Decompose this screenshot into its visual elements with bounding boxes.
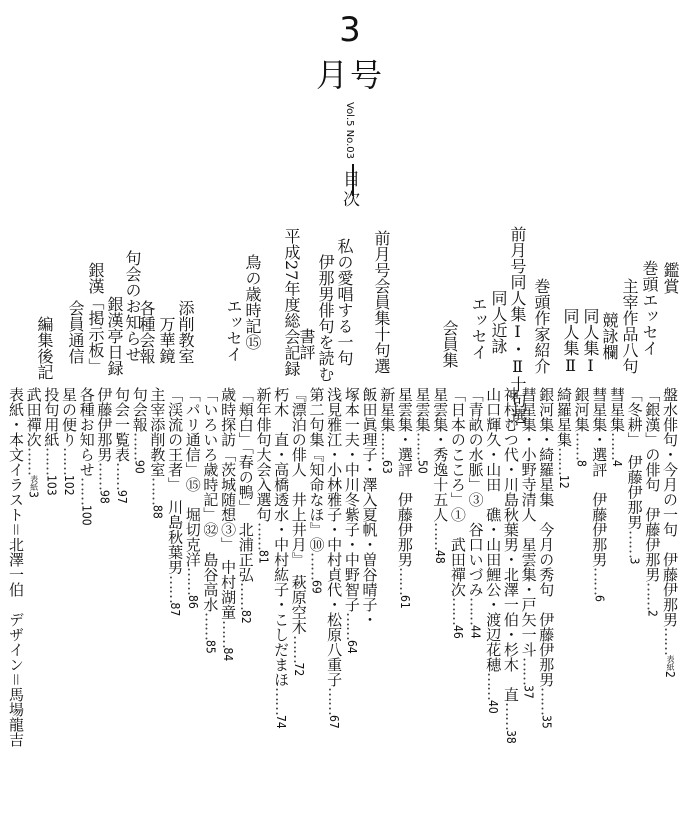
page-number: 100 xyxy=(79,505,94,526)
page-number: 97 xyxy=(115,490,130,504)
page-number: 88 xyxy=(150,505,165,519)
entry-text: 綺羅星集 xyxy=(554,387,573,447)
leader-dots: …… xyxy=(413,432,432,460)
page-number: 103 xyxy=(44,475,59,496)
page-number: 48 xyxy=(433,550,448,564)
leader-dots: …… xyxy=(254,522,273,550)
leader-dots: …… xyxy=(378,432,397,460)
contents-entry xyxy=(590,387,609,602)
page-number: 44 xyxy=(468,625,483,639)
entry-text: 浅見雅江・小林雅子・中村貞代・松原八重子 xyxy=(325,387,344,687)
contents-entry xyxy=(166,387,185,617)
section-heading: 句会のお知らせ xyxy=(123,250,142,362)
entry-text: 「いろいろ歳時記」㉜ 島谷高水 xyxy=(201,387,220,612)
entry-text: 伊藤伊那男 xyxy=(95,387,114,462)
leader-dots: …… xyxy=(95,462,114,490)
leader-dots: …… xyxy=(77,477,96,505)
contents-entry xyxy=(42,387,61,496)
page-number: 61 xyxy=(397,595,412,609)
contents-entry xyxy=(325,387,344,729)
contents-entry xyxy=(79,387,94,526)
leader-dots: …… xyxy=(113,462,132,490)
contents-entry xyxy=(574,387,589,467)
page-number: 12 xyxy=(556,475,571,489)
entry-text: 山口輝久・山田 礁・山田鯉公・渡辺花穂 xyxy=(484,387,503,672)
volume-label: Vol.5 No.03 xyxy=(344,102,355,160)
entry-text: 塚本一夫・中川冬紫子・中野智子 xyxy=(342,387,361,612)
entry-text: 主宰添削教室 xyxy=(148,387,167,477)
entry-text: 「銀漢」の俳句 伊藤伊那男 xyxy=(643,387,662,582)
contents-entry xyxy=(272,387,291,729)
entry-text: 彗星集 xyxy=(607,387,626,432)
page-number: 35 xyxy=(539,715,554,729)
issue-title: 月号 xyxy=(315,56,384,94)
section-heading: エッセイ xyxy=(224,298,243,362)
section-heading: 鑑賞 xyxy=(661,262,680,294)
page-number: 64 xyxy=(344,640,359,654)
page-number: 表紙 xyxy=(666,655,675,671)
section-heading: エッセイ xyxy=(469,296,488,360)
section-heading: 平成27年度総会記録 xyxy=(282,228,301,377)
leader-dots: …… xyxy=(466,597,485,625)
contents-entry xyxy=(113,387,132,504)
contents-entry xyxy=(378,387,397,474)
page-number: 4 xyxy=(609,460,624,467)
leader-dots: …… xyxy=(24,447,43,475)
section-heading: 銀漢「掲示板」 xyxy=(86,262,105,374)
entry-text: 「渓流の王者」 川島秋葉男 xyxy=(166,387,185,575)
leader-dots: …… xyxy=(643,582,662,610)
section-heading: 会員通信 xyxy=(66,300,85,364)
section-heading: 各種会報 xyxy=(137,300,156,364)
contents-entry xyxy=(254,387,273,564)
leader-dots: …… xyxy=(448,597,467,625)
entry-text: 第二句集『知命なほ』⑩ xyxy=(307,387,326,552)
section-heading: 万華鏡 xyxy=(157,316,176,364)
leader-dots: …… xyxy=(148,477,167,505)
entry-text: 新星集 xyxy=(378,387,397,432)
page-number: 82 xyxy=(238,610,253,624)
section-heading: 銀漢亭日録 xyxy=(105,296,124,376)
entry-text: 盤水俳句・今月の一句 伊藤伊那男 xyxy=(661,387,679,627)
page-number: 72 xyxy=(291,662,306,677)
page-number: 3 xyxy=(26,491,41,498)
page-number: 98 xyxy=(97,490,112,504)
leader-dots: …… xyxy=(201,612,220,640)
entry-text: 武田禪次 xyxy=(24,387,43,447)
section-heading: 書評 xyxy=(297,328,316,360)
section-heading: 巻頭エッセイ xyxy=(640,260,659,356)
leader-dots: …… xyxy=(661,627,679,655)
leader-dots: …… xyxy=(307,552,326,580)
section-heading: 主宰作品八句 xyxy=(620,278,639,374)
leader-dots: …… xyxy=(236,582,255,610)
entry-text: 歳時探訪「茨城随想③」 中村湖童 xyxy=(219,387,238,620)
contents-entry xyxy=(643,387,662,617)
leader-dots: …… xyxy=(289,634,308,663)
contents-entry xyxy=(662,387,677,678)
page-number: 6 xyxy=(592,595,607,602)
leader-dots: …… xyxy=(431,522,450,550)
leader-dots: …… xyxy=(572,432,591,460)
section-heading: 私の愛唱する一句 xyxy=(335,238,354,366)
entry-text: 新年俳句大会入選句 xyxy=(254,387,273,522)
contents-entry xyxy=(219,387,238,662)
contents-entry xyxy=(397,387,412,609)
leader-dots: …… xyxy=(183,567,202,595)
leader-dots: …… xyxy=(484,672,503,700)
leader-dots: …… xyxy=(42,447,61,475)
page-number: 67 xyxy=(327,715,342,729)
section-heading: 編集後記 xyxy=(35,316,54,380)
contents-entry xyxy=(431,387,450,564)
entry-text: 星雲集・秀逸十五人 xyxy=(431,387,450,522)
section-heading: 前月号同人集Ⅰ・Ⅱ十句選 xyxy=(508,226,527,424)
section-heading: 前月号会員集十句選 xyxy=(372,230,391,374)
section-heading: 同人集Ⅰ xyxy=(581,308,600,375)
contents-entry xyxy=(609,387,624,467)
entry-text: 表紙・本文イラスト＝北澤一伯 デザイン＝馬場龍吉 xyxy=(7,387,25,748)
contents-entry xyxy=(95,387,114,504)
entry-text: 『漂泊の俳人 井上井月』 萩原空木 xyxy=(289,387,308,635)
page-number: 表紙 xyxy=(29,475,39,491)
page-number: 37 xyxy=(521,685,536,699)
entry-text: 「頬白」「春の鴨」 北浦正弘 xyxy=(236,387,255,582)
section-heading: 会員集 xyxy=(440,320,459,368)
page-number: 2 xyxy=(645,610,660,617)
leader-dots: …… xyxy=(60,447,79,475)
entry-text: 星の便り xyxy=(60,387,79,447)
page-number: 40 xyxy=(486,700,501,714)
contents-entry xyxy=(503,387,518,744)
leader-dots: …… xyxy=(130,432,149,460)
leader-dots: …… xyxy=(272,687,291,715)
section-heading: 競詠欄 xyxy=(600,312,619,360)
page-number: 87 xyxy=(168,602,183,617)
contents-entry xyxy=(185,387,200,609)
page-number: 8 xyxy=(574,460,589,467)
contents-entry xyxy=(537,387,556,729)
entry-text: 「冬耕」 伊藤伊那男 xyxy=(625,387,644,530)
leader-dots: …… xyxy=(554,447,573,475)
section-heading: 鳥の歳時記⑮ xyxy=(243,254,262,350)
page-number: 63 xyxy=(380,460,395,474)
page-number: 74 xyxy=(274,715,289,729)
entry-text: 「日本のこころ」① 武田禪次 xyxy=(448,387,467,597)
page-number: 90 xyxy=(132,460,147,474)
page-number: 3 xyxy=(627,557,642,565)
contents-entry xyxy=(415,387,430,474)
leader-dots: …… xyxy=(519,657,538,685)
contents-entry xyxy=(362,387,377,627)
leader-dots: …… xyxy=(325,687,344,715)
contents-entry xyxy=(627,387,642,564)
contents-entry xyxy=(556,387,571,489)
leader-dots: …… xyxy=(590,567,609,595)
leader-dots: …… xyxy=(625,529,644,558)
entry-text: 彗星集・選評 伊藤伊那男 xyxy=(590,387,609,567)
page-number: 84 xyxy=(221,647,236,662)
entry-text: 朽木 直・高橋透水・中村紘子・こしだまほ xyxy=(272,387,291,687)
section-heading: 同人近詠 xyxy=(489,290,508,354)
entry-text: 星雲集 xyxy=(413,387,432,432)
leader-dots: …… xyxy=(395,567,414,595)
contents-entry xyxy=(521,387,536,699)
entry-text: 彗星集・小野寺清人 星雲集・戸矢一斗 xyxy=(519,387,538,657)
entry-text: 神村むつ代・川島秋葉男・北澤一伯・杉木 直 xyxy=(501,387,520,702)
leader-dots: …… xyxy=(607,432,626,460)
page-number: 81 xyxy=(256,550,271,564)
contents-entry xyxy=(60,387,79,496)
page-number: 38 xyxy=(503,730,518,744)
entry-text: 飯田眞理子・澤入夏帆・曽谷晴子・ xyxy=(360,387,379,627)
entry-text: 各種お知らせ xyxy=(77,387,96,477)
entry-text: 句会報 xyxy=(130,387,149,432)
page-number: 86 xyxy=(185,595,200,609)
entry-text: 銀河集・綺羅星集 今月の秀句 伊藤伊那男 xyxy=(537,387,556,687)
section-heading: 巻頭作家紹介 xyxy=(532,278,551,374)
leader-dots: …… xyxy=(537,687,556,715)
entry-text: 「パリ通信」⑮ 堀切克洋 xyxy=(183,387,202,567)
page-number: 2 xyxy=(663,671,677,678)
entry-text: 句会一覧表 xyxy=(113,387,132,462)
contents-entry xyxy=(484,387,503,714)
issue-number: 3 xyxy=(339,10,361,50)
page-number: 102 xyxy=(62,475,77,496)
page-number: 50 xyxy=(415,460,430,474)
contents-heading: 目次 xyxy=(339,170,359,210)
contents-entry xyxy=(148,387,167,519)
entry-text: 投句用紙 xyxy=(42,387,61,447)
contents-entry xyxy=(8,387,23,747)
contents-entry xyxy=(201,387,220,654)
contents-entry xyxy=(344,387,359,654)
page-number: 46 xyxy=(450,625,465,639)
leader-dots: …… xyxy=(501,702,520,730)
page-number: 69 xyxy=(309,580,324,594)
contents-entry xyxy=(132,387,147,474)
contents-entry xyxy=(238,387,253,624)
section-heading: 同人集Ⅱ xyxy=(561,308,580,375)
section-heading: 添削教室 xyxy=(176,300,195,364)
contents-entry xyxy=(450,387,465,639)
contents-entry xyxy=(307,387,326,594)
entry-text: 「青畝の水脈」③ 谷口いづみ xyxy=(466,387,485,597)
contents-entry xyxy=(26,387,41,498)
leader-dots: …… xyxy=(166,574,185,603)
entry-text: 銀河集 xyxy=(572,387,591,432)
contents-entry xyxy=(468,387,483,639)
leader-dots: …… xyxy=(342,612,361,640)
section-heading: 伊那男俳句を読む xyxy=(316,254,335,382)
page-number: 85 xyxy=(203,640,218,654)
leader-dots: …… xyxy=(219,619,238,648)
entry-text: 星雲集・選評 伊藤伊那男 xyxy=(395,387,414,567)
contents-entry xyxy=(291,387,306,676)
